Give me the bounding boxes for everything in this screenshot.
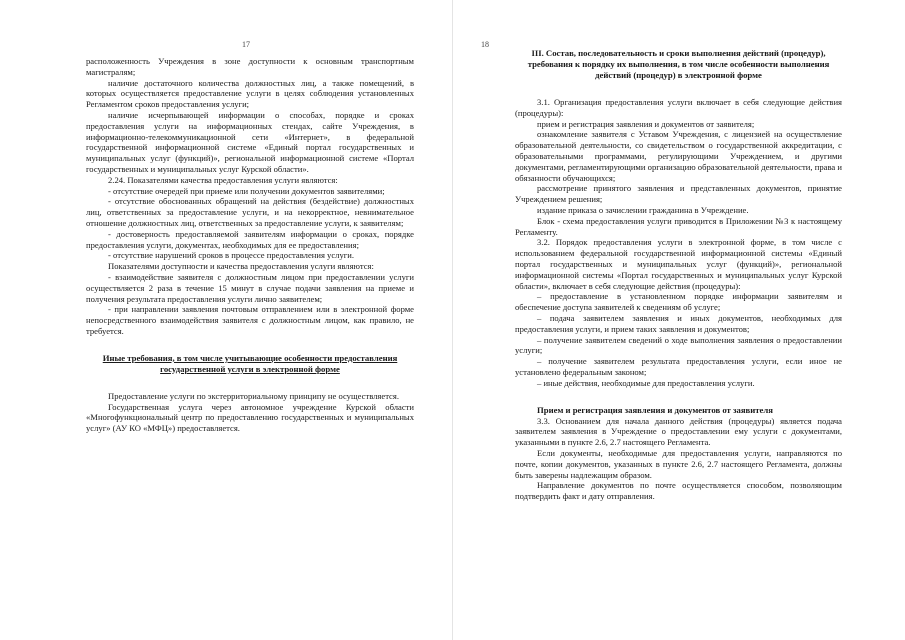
page-number: 17 <box>242 40 250 49</box>
paragraph: – получение заявителем результата предоставления услуги, если иное не установлено федеральным законом; <box>515 356 842 377</box>
right-page-content <box>515 38 842 502</box>
paragraph: Предоставление услуги по экстерриториальному принципу не осуществляется. <box>108 390 399 401</box>
section-heading: III. Состав, последовательность и сроки выполнения действий (процедур), требования к порядку их выполнения, в том числе особенности выполнения действий (процедур) в электронной форме <box>527 48 830 80</box>
paragraph: – подача заявителем заявления и иных документов, необходимых для предоставления услуги, и прием таких заявления и документов; <box>515 312 842 334</box>
paragraph: Показателями доступности и качества предоставления услуги являются: <box>108 261 374 272</box>
paragraph: 3.3. Основанием для начала данного действия (процедуры) является подача заявителем заявления в Учреждение о предоставлении ему услуги с документами, указанными в пункте 2.6, 2.7 настоящего Регламента. <box>515 415 842 448</box>
paragraph: ознакомление заявителя с Уставом Учреждения, с лицензией на осуществление образовательной деятельности, со свидетельством о государственной аккредитации, с образовательными программами, регулирующими Учреждением, и другими документами, регламентирующими организацию образовательной деятельности, права и обязанности обучающихся; <box>515 129 842 183</box>
subsection-heading: Прием и регистрация заявления и документов от заявителя <box>537 404 773 415</box>
paragraph: Государственная услуга через автономное учреждение Курской области «Многофункциональный центр по предоставлению государственных и муниципальных услуг» (АУ КО «МФЦ») предоставляется. <box>86 401 414 434</box>
paragraph: - при направлении заявления почтовым отправлением или в электронной форме непосредственного взаимодействия заявителя с должностным лицом, как правило, не требуется. <box>86 304 414 336</box>
paragraph: 2.24. Показателями качества предоставления услуги являются: <box>108 174 338 185</box>
left-page-content <box>86 56 414 434</box>
paragraph: – получение заявителем сведений о ходе выполнения заявления о предоставлении услуги; <box>515 334 842 356</box>
paragraph: наличие исчерпывающей информации о способах, порядке и сроках предоставления услуги на информационных стендах, сайте Учреждения, в информационно-телекоммуникационной сети «Интернет», в федеральной государственной информационной системе «Единый портал государственных и муниципальных услуг (функций)», региональной информационной системе «Портал государственных и муниципальных услуг Курской области». <box>86 109 414 174</box>
paragraph: - отсутствие обоснованных обращений на действия (бездействие) должностных лиц, ответственных за предоставление услуги, и на некорректное, невнимательное отношение должностных лиц, ответственных за предоставление услуги, к заявителям; <box>86 196 414 228</box>
paragraph: 3.1. Организация предоставления услуги включает в себя следующие действия (процедуры): <box>515 97 842 118</box>
paragraph: рассмотрение принятого заявления и представленных документов, принятие Учреждением решения; <box>515 183 842 205</box>
paragraph: Если документы, необходимые для предоставления услуги, направляются по почте, копии документов, указанных в пункте 2.6, 2.7 настоящего Регламента, должны быть заверены надлежащим образом. <box>515 447 842 480</box>
paragraph: - отсутствие очередей при приеме или получении документов заявителями; <box>108 185 385 196</box>
section-heading: Иные требования, в том числе учитывающие особенности предоставления государственной услуги в электронной форме <box>102 352 398 374</box>
paragraph: Блок - схема предоставления услуги приводится в Приложении №3 к настоящему Регламенту. <box>515 215 842 237</box>
paragraph: - достоверность предоставляемой заявителям информации о сроках, порядке предоставления услуги, документах, необходимых для ее предоставления; <box>86 228 414 250</box>
paragraph: 3.2. Порядок предоставления услуги в электронной форме, в том числе с использованием федеральной государственной информационной системы «Единый портал государственных и муниципальных услуг (функций)», региональной информационной системы «Портал государственных и муниципальных услуг Курской области», включает в себя следующие действия (процедуры): <box>515 237 842 291</box>
paragraph: – предоставление в установленном порядке информации заявителям и обеспечение доступа заявителей к сведениям об услуге; <box>515 291 842 313</box>
paragraph: - отсутствие нарушений сроков в процессе предоставления услуги. <box>108 250 355 261</box>
paragraph: – иные действия, необходимые для предоставления услуги. <box>537 377 755 388</box>
paragraph: прием и регистрация заявления и документов от заявителя; <box>537 118 755 129</box>
paragraph: расположенность Учреждения в зоне доступности к основным транспортным магистралям; <box>86 56 414 77</box>
paragraph: - взаимодействие заявителя с должностным лицом при предоставлении услуги осуществляется 2 раза в течение 15 минут в случае подачи заявления на приеме и получения результата предоставления услуги лично заявителем; <box>86 271 414 304</box>
paragraph: наличие достаточного количества должностных лиц, а также помещений, в которых осуществляется предоставление услуги в целях соблюдения установленных Регламентом сроков предоставления услуги; <box>86 77 414 110</box>
paragraph: издание приказа о зачислении гражданина в Учреждение. <box>537 204 749 215</box>
page-number: 18 <box>481 40 489 49</box>
paragraph: Направление документов по почте осуществляется способом, позволяющим подтвердить факт и дату отправления. <box>515 480 842 502</box>
